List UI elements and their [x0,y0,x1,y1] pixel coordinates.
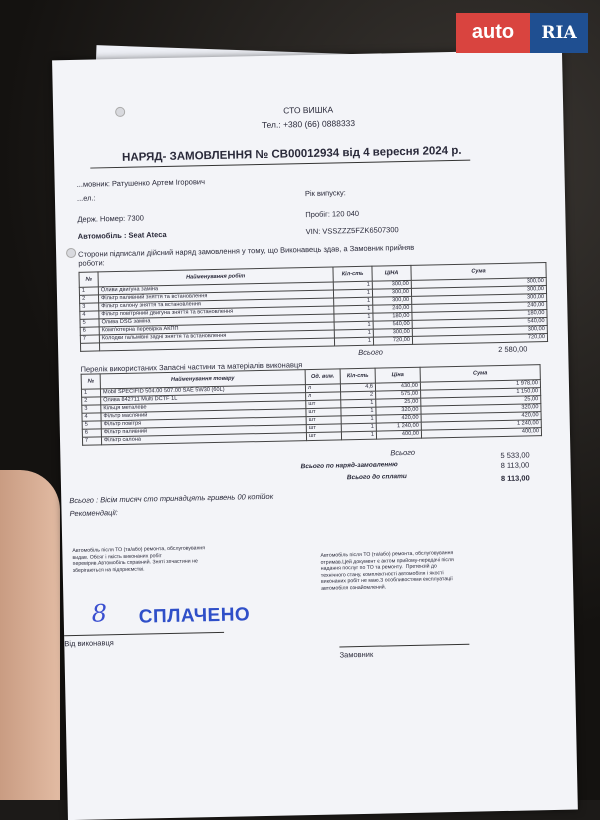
parts-row-cell: 1 240,00 [376,422,421,431]
works-row-cell: 1 [333,289,372,298]
recommendations-label: Рекомендації: [69,508,118,519]
parts-row-cell: 1 150,00 [421,388,541,399]
parts-title: Перелік використаних Запасні частини та матеріалів виконавця [80,360,303,374]
parts-row-cell: 320,00 [376,406,421,415]
parts-row-cell: 420,00 [376,414,421,423]
executor-note: Автомобіль після ТО (та/або) ремонта, обслуговування видав. Обсяг і якість виконаних робіт перевірив.Автомобіль справний. Зняті зпчастини не зберігаються на підприємстві. [72,545,206,574]
parts-row-cell: 400,00 [421,428,541,439]
works-row-cell: 300,00 [372,288,411,297]
hand [0,470,60,800]
parts-row-cell: 1 [341,399,376,408]
punch-hole [66,248,76,258]
works-row-cell: Олива DSG заміна [99,314,334,327]
works-row-cell: 720,00 [412,334,547,345]
parts-row-cell: шт [306,432,341,441]
parts-row-cell: шт [306,424,341,433]
parts-col-sum: Сума [420,365,540,383]
works-row-cell: 3 [80,303,99,311]
works-row-cell: Оливи двигуна заміна [98,282,333,295]
executor-signature: 8 [91,599,108,628]
customer-label: Замовник [339,649,374,660]
car-plate: Держ. Номер: 7300 [77,213,145,224]
pay-total: 8 113,00 [500,473,530,484]
parts-table [81,364,542,446]
works-col-number: № [79,272,98,287]
executor-signature-line [64,632,224,636]
document-title: НАРЯД- ЗАМОВЛЕННЯ № СВ00012934 від 4 вересня 2024 р. [121,144,462,164]
parts-row-cell: Mobil SPECIFID 504.00 507.00 SAE 5W30 (60L) [100,385,305,397]
customer-note: Автомобіль після ТО (та/або) ремонта, обслуговування отримав.Цей документ є актом прийому-передачі після надання послуг по ТО та ремонту. Претензій до технічного стану, комплектності автомобіля і якості виконаних робіт не маю.З особливостями експлуатації автомобіля ознайомлений. [320,550,454,592]
parts-row-cell: 2 [82,397,101,405]
works-row-cell: 2 [79,295,98,303]
works-row-cell: 4 [80,311,99,319]
works-row-cell: 300,00 [373,328,412,337]
parts-row-cell: 430,00 [375,382,420,391]
parts-col-qty: Кіл-сть [340,368,375,384]
works-row-cell: 300,00 [373,296,412,305]
works-row-cell: 300,00 [412,294,547,305]
parts-row-cell: Кільця металеве [101,401,306,413]
watermark-auto: auto [456,13,530,53]
works-row-cell: 1 [334,321,373,330]
parts-row-cell: шт [306,416,341,425]
car-mileage: Пробіг: 120 040 [305,208,360,220]
parts-col-number: № [81,374,100,389]
parts-row-cell: 7 [82,437,101,445]
parts-row-cell: Фільтр салона [101,433,306,445]
pay-total-label: Всього до сплати [346,473,407,482]
works-row-cell: 240,00 [373,304,412,313]
works-col-sum: Сума [411,263,546,281]
works-row-cell: 1 [334,329,373,338]
works-col-qty: Кіл-сть [333,266,372,282]
parts-col-unit: Од. вим. [305,369,340,385]
parts-row-cell: шт [306,408,341,417]
works-row-cell: Колодки гальмівні задні зняття та встановлення [99,330,334,343]
parts-row-cell: 3 [82,405,101,413]
works-row-cell: 540,00 [412,318,547,329]
works-row-cell: 300,00 [411,278,546,289]
works-total: 2 580,00 [498,344,528,355]
works-row-cell: 1 [334,337,373,346]
parts-row-cell: Фільтр паливний [101,425,306,437]
works-row-cell [80,343,99,351]
works-row-cell: Фільтр паливний зняття та встановлення [98,290,333,303]
works-row-cell: Фільтр повітряний двигуна зняття та встановлення [99,306,334,319]
work-order-document [52,50,578,820]
parts-row-cell: Олива 842711 Multi DCTF 1L [101,393,306,405]
customer-name: ...мовник: Ратушенко Артем Ігорович [76,177,206,189]
parts-row-cell: 1 [341,423,376,432]
total-in-words: Всього : Вісім тисяч сто тринадцять гривень 00 копійок [69,491,274,506]
parts-row-cell: 4 [82,413,101,421]
intro-text: Сторони підписали дійсний наряд замовлення у тому, що Виконавець здав, а Замовник прийняв [78,242,415,259]
works-row-cell: 540,00 [373,320,412,329]
works-row-cell: 1 [79,287,98,295]
parts-total: 5 533,00 [500,450,530,461]
parts-total-label: Всього [390,447,416,458]
company-phone: Тел.: +380 (66) 0888333 [261,118,356,130]
parts-col-name: Найменування товару [100,370,305,389]
order-total-label: Всього по наряд-замовленню [300,461,398,471]
parts-col-price: Ціна [375,367,420,383]
parts-row-cell: 1 [341,407,376,416]
car-model: Автомобіль : Seat Ateca [77,229,167,241]
parts-row-cell: 5 [82,421,101,429]
parts-row-cell: л [306,392,341,401]
parts-row-cell: Фільтр повітря [101,417,306,429]
parts-row-cell: 420,00 [421,412,541,423]
watermark-ria: RIA [530,13,588,53]
works-total-label: Всього [358,347,383,357]
works-row-cell: 1 [333,281,372,290]
parts-row-cell: 6 [82,429,101,437]
executor-label: Від виконавця [64,638,114,649]
works-row-cell: Комп'ютерна перевірка АКПП [99,322,334,335]
parts-row-cell: 320,00 [421,404,541,415]
parts-row-cell: 1 978,00 [420,380,540,391]
works-row-cell: 300,00 [412,326,547,337]
works-col-name: Найменування робіт [98,267,333,287]
order-total: 8 113,00 [500,460,530,471]
works-row-cell: 1 [334,297,373,306]
works-row-cell: 6 [80,327,99,335]
works-row-cell: 7 [80,335,99,343]
parts-row-cell: 575,00 [376,390,421,399]
parts-row-cell: 400,00 [376,430,421,439]
parts-row-cell: 1 [81,389,100,397]
parts-row-cell: 1 [341,431,376,440]
works-col-price: ЦІНА [372,265,411,281]
company-name: СТО ВИШКА [283,104,334,116]
paid-stamp: СПЛАЧЕНО [138,604,251,628]
auto-ria-watermark [456,13,588,53]
customer-signature-line [339,644,469,648]
parts-row-cell: 25,00 [421,396,541,407]
car-year: Рік випуску: [304,188,346,199]
works-row-cell: Фільтр салону зняття та встановлення [99,298,334,311]
parts-row-cell: 2 [341,391,376,400]
works-table [78,262,548,355]
works-row-cell: 300,00 [372,280,411,289]
works-row-cell: 1 [334,305,373,314]
parts-row-cell: 1 [341,415,376,424]
parts-row-cell: шт [306,400,341,409]
parts-row-cell: 4,6 [340,383,375,392]
parts-row-cell: 25,00 [376,398,421,407]
parts-row-cell: 1 240,00 [421,420,541,431]
works-row-cell: 180,00 [373,312,412,321]
works-row-cell: 240,00 [412,302,547,313]
works-row-cell: 1 [334,313,373,322]
parts-row-cell: Фільтр масляний [101,409,306,421]
works-row-cell: 5 [80,319,99,327]
intro-text-cont: роботи: [78,258,105,268]
works-row-cell: 180,00 [412,310,547,321]
parts-row-cell: л [305,384,340,393]
works-row-cell: 300,00 [411,286,546,297]
customer-phone: ...ел.: [76,193,96,203]
car-vin: VIN: VSSZZZ5FZK6507300 [305,225,399,237]
works-row-cell: 720,00 [373,336,412,345]
